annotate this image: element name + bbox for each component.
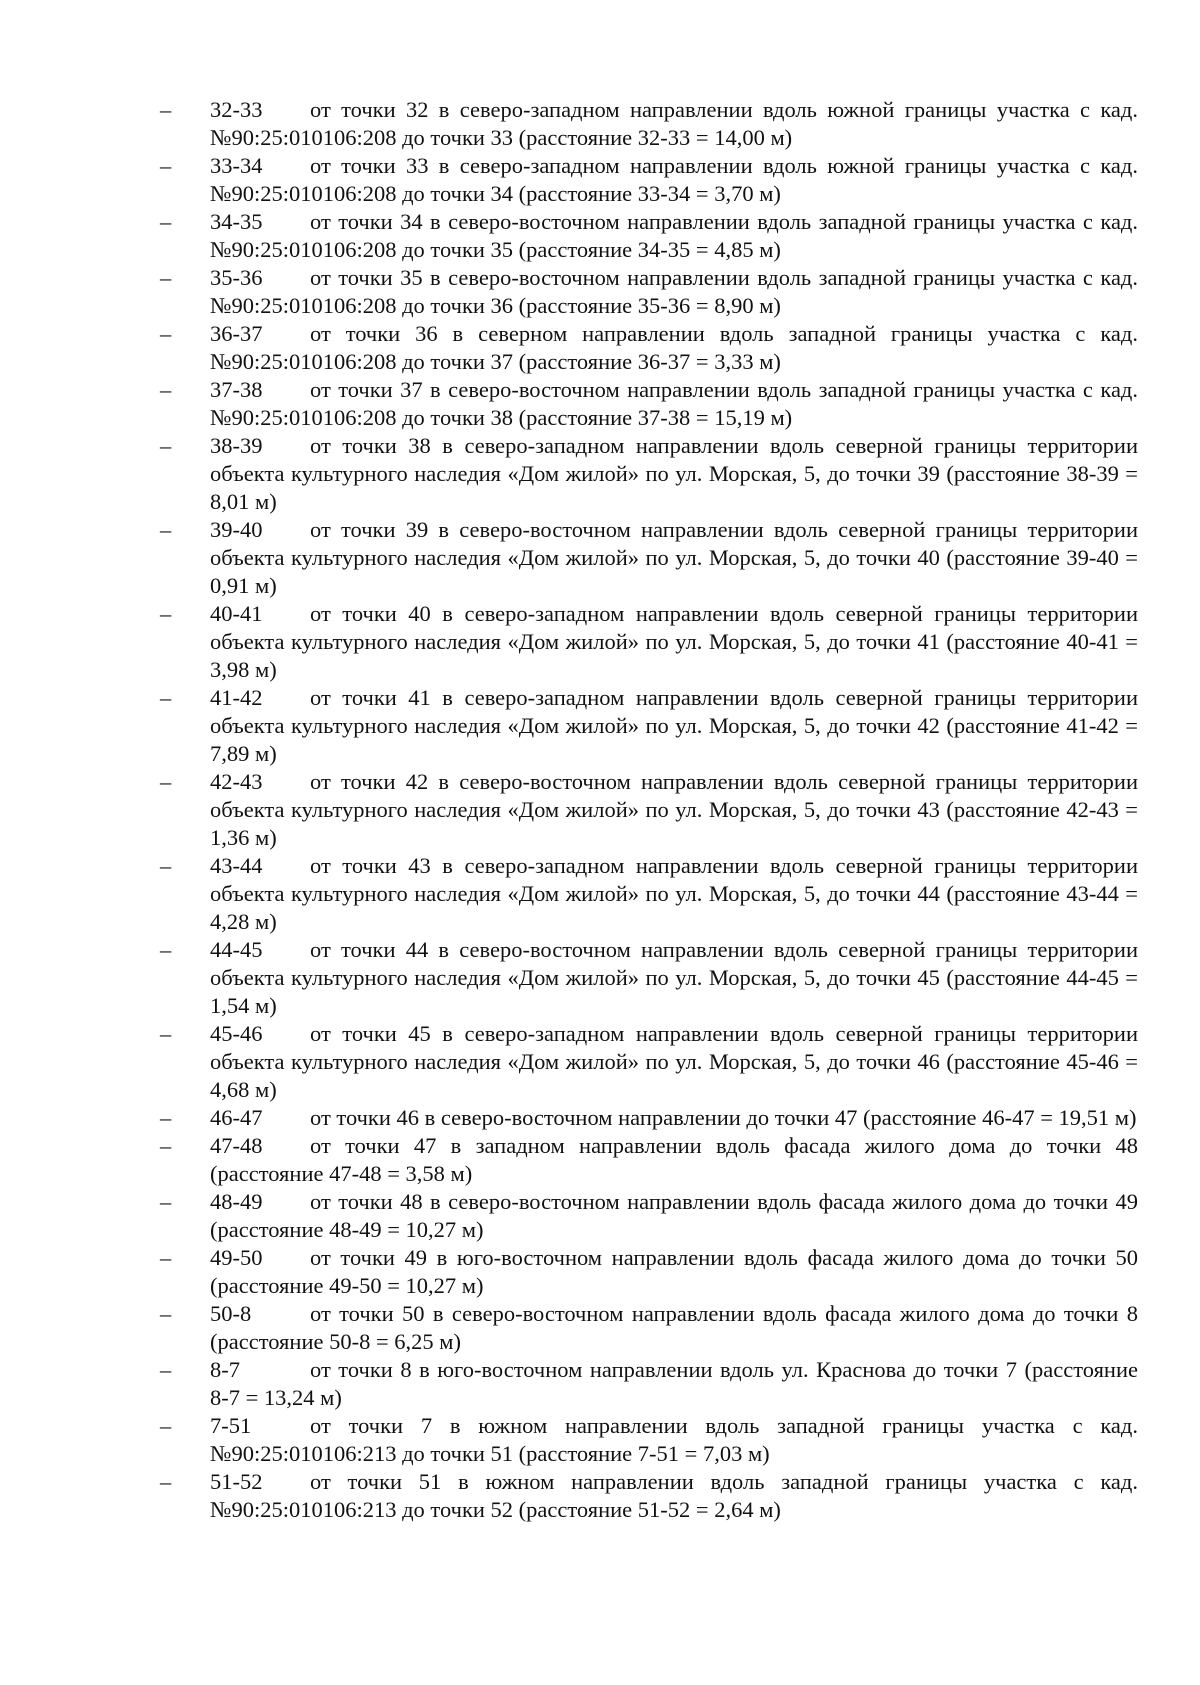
list-bullet: –	[160, 1133, 172, 1158]
boundary-segment-list	[160, 96, 1138, 1524]
list-item	[160, 96, 1138, 152]
segment-description: от точки 39 в северо-восточном направлении вдоль северной границы территории объекта культурного наследия «Дом жилой» по ул. Морская, 5, до точки 40 (расстояние 39-40 = 0,91 м)	[210, 517, 1138, 598]
list-bullet: –	[160, 1469, 172, 1494]
list-bullet: –	[160, 517, 172, 542]
segment-code: 47-48	[210, 1133, 263, 1158]
segment-code: 40-41	[210, 601, 263, 626]
list-bullet: –	[160, 769, 172, 794]
list-item	[160, 1132, 1138, 1188]
list-bullet: –	[160, 1021, 172, 1046]
list-bullet: –	[160, 209, 172, 234]
segment-code: 39-40	[210, 517, 263, 542]
list-item	[160, 684, 1138, 768]
segment-code: 7-51	[210, 1413, 252, 1438]
list-item	[160, 320, 1138, 376]
list-item	[160, 600, 1138, 684]
list-bullet: –	[160, 433, 172, 458]
list-item	[160, 1020, 1138, 1104]
segment-description: от точки 38 в северо-западном направлении вдоль северной границы территории объекта культурного наследия «Дом жилой» по ул. Морская, 5, до точки 39 (расстояние 38-39 = 8,01 м)	[210, 433, 1138, 514]
list-bullet: –	[160, 1245, 172, 1270]
list-item	[160, 936, 1138, 1020]
segment-code: 36-37	[210, 321, 263, 346]
list-bullet: –	[160, 265, 172, 290]
segment-code: 37-38	[210, 377, 263, 402]
list-bullet: –	[160, 1357, 172, 1382]
list-item	[160, 1356, 1138, 1412]
list-bullet: –	[160, 937, 172, 962]
segment-description: от точки 48 в северо-восточном направлении вдоль фасада жилого дома до точки 49 (расстояние 48-49 = 10,27 м)	[210, 1189, 1138, 1242]
segment-description: от точки 35 в северо-восточном направлении вдоль западной границы участка с кад. №90:25:010106:208 до точки 36 (расстояние 35-36 = 8,90 м)	[210, 265, 1138, 318]
segment-description: от точки 42 в северо-восточном направлении вдоль северной границы территории объекта культурного наследия «Дом жилой» по ул. Морская, 5, до точки 43 (расстояние 42-43 = 1,36 м)	[210, 769, 1138, 850]
list-bullet: –	[160, 97, 172, 122]
list-bullet: –	[160, 1413, 172, 1438]
segment-description: от точки 32 в северо-западном направлении вдоль южной границы участка с кад. №90:25:010106:208 до точки 33 (расстояние 32-33 = 14,00 м)	[210, 97, 1138, 150]
segment-description: от точки 37 в северо-восточном направлении вдоль западной границы участка с кад. №90:25:010106:208 до точки 38 (расстояние 37-38 = 15,19 м)	[210, 377, 1138, 430]
list-bullet: –	[160, 685, 172, 710]
list-item	[160, 264, 1138, 320]
list-bullet: –	[160, 321, 172, 346]
list-item	[160, 1412, 1138, 1468]
list-bullet: –	[160, 853, 172, 878]
segment-description: от точки 49 в юго-восточном направлении вдоль фасада жилого дома до точки 50 (расстояние 49-50 = 10,27 м)	[210, 1245, 1138, 1298]
segment-description: от точки 50 в северо-восточном направлении вдоль фасада жилого дома до точки 8 (расстояние 50-8 = 6,25 м)	[210, 1301, 1138, 1354]
list-bullet: –	[160, 1105, 172, 1130]
list-bullet: –	[160, 377, 172, 402]
segment-code: 42-43	[210, 769, 263, 794]
list-bullet: –	[160, 601, 172, 626]
segment-description: от точки 51 в южном направлении вдоль западной границы участка с кад. №90:25:010106:213 до точки 52 (расстояние 51-52 = 2,64 м)	[210, 1469, 1138, 1522]
segment-description: от точки 34 в северо-восточном направлении вдоль западной границы участка с кад. №90:25:010106:208 до точки 35 (расстояние 34-35 = 4,85 м)	[210, 209, 1138, 262]
segment-code: 32-33	[210, 97, 263, 122]
segment-description: от точки 46 в северо-восточном направлении до точки 47 (расстояние 46-47 = 19,51 м)	[310, 1105, 1137, 1130]
segment-code: 43-44	[210, 853, 263, 878]
list-item	[160, 768, 1138, 852]
list-item	[160, 1188, 1138, 1244]
list-item	[160, 1300, 1138, 1356]
segment-code: 44-45	[210, 937, 263, 962]
segment-code: 49-50	[210, 1245, 263, 1270]
segment-code: 35-36	[210, 265, 263, 290]
segment-description: от точки 45 в северо-западном направлении вдоль северной границы территории объекта культурного наследия «Дом жилой» по ул. Морская, 5, до точки 46 (расстояние 45-46 = 4,68 м)	[210, 1021, 1138, 1102]
list-bullet: –	[160, 1189, 172, 1214]
list-item	[160, 152, 1138, 208]
segment-code: 48-49	[210, 1189, 263, 1214]
segment-description: от точки 44 в северо-восточном направлении вдоль северной границы территории объекта культурного наследия «Дом жилой» по ул. Морская, 5, до точки 45 (расстояние 44-45 = 1,54 м)	[210, 937, 1138, 1018]
segment-description: от точки 36 в северном направлении вдоль западной границы участка с кад. №90:25:010106:208 до точки 37 (расстояние 36-37 = 3,33 м)	[210, 321, 1138, 374]
list-item	[160, 376, 1138, 432]
list-item	[160, 516, 1138, 600]
segment-description: от точки 40 в северо-западном направлении вдоль северной границы территории объекта культурного наследия «Дом жилой» по ул. Морская, 5, до точки 41 (расстояние 40-41 = 3,98 м)	[210, 601, 1138, 682]
list-bullet: –	[160, 1301, 172, 1326]
segment-code: 33-34	[210, 153, 263, 178]
segment-code: 50-8	[210, 1301, 252, 1326]
list-bullet: –	[160, 153, 172, 178]
segment-description: от точки 41 в северо-западном направлении вдоль северной границы территории объекта культурного наследия «Дом жилой» по ул. Морская, 5, до точки 42 (расстояние 41-42 = 7,89 м)	[210, 685, 1138, 766]
list-item	[160, 852, 1138, 936]
segment-code: 51-52	[210, 1469, 263, 1494]
segment-code: 38-39	[210, 433, 263, 458]
segment-code: 46-47	[210, 1105, 263, 1130]
segment-description: от точки 8 в юго-восточном направлении вдоль ул. Краснова до точки 7 (расстояние 8-7 = 13,24 м)	[210, 1357, 1138, 1410]
list-item	[160, 1244, 1138, 1300]
segment-description: от точки 33 в северо-западном направлении вдоль южной границы участка с кад. №90:25:010106:208 до точки 34 (расстояние 33-34 = 3,70 м)	[210, 153, 1138, 206]
list-item	[160, 1468, 1138, 1524]
segment-description: от точки 43 в северо-западном направлении вдоль северной границы территории объекта культурного наследия «Дом жилой» по ул. Морская, 5, до точки 44 (расстояние 43-44 = 4,28 м)	[210, 853, 1138, 934]
list-item	[160, 432, 1138, 516]
list-item	[160, 208, 1138, 264]
list-item	[160, 1104, 1138, 1132]
segment-code: 41-42	[210, 685, 263, 710]
segment-code: 8-7	[210, 1357, 240, 1382]
segment-description: от точки 7 в южном направлении вдоль западной границы участка с кад. №90:25:010106:213 до точки 51 (расстояние 7-51 = 7,03 м)	[210, 1413, 1138, 1466]
segment-description: от точки 47 в западном направлении вдоль фасада жилого дома до точки 48 (расстояние 47-48 = 3,58 м)	[210, 1133, 1138, 1186]
segment-code: 34-35	[210, 209, 263, 234]
segment-code: 45-46	[210, 1021, 263, 1046]
